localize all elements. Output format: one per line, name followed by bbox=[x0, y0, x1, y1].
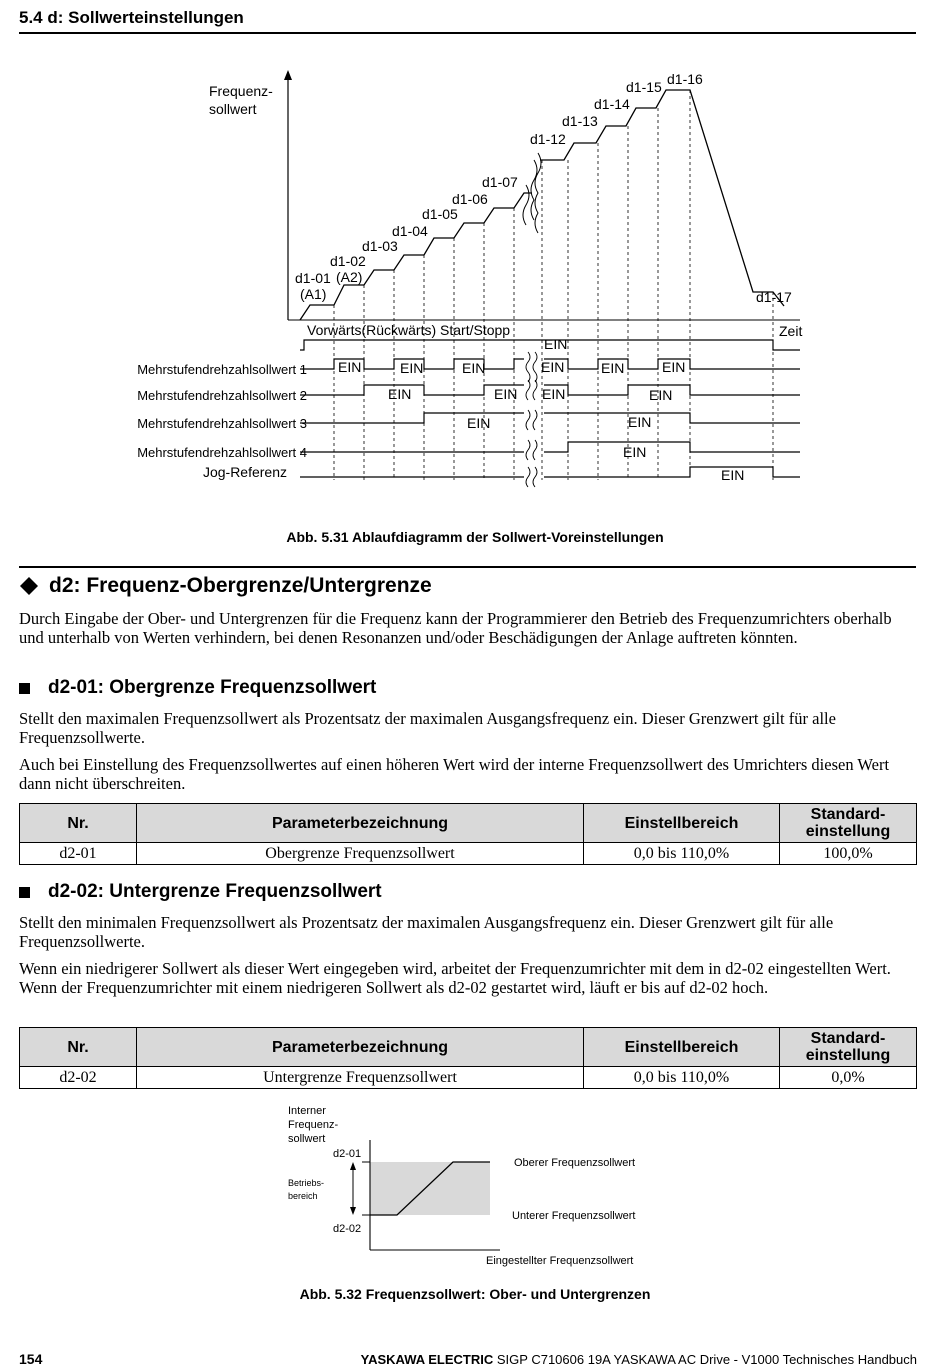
upper-param-label: d2-01 bbox=[333, 1148, 362, 1160]
step-label: d1-07 bbox=[482, 174, 518, 190]
step-label: d1-05 bbox=[422, 206, 458, 222]
signal-label: Mehrstufendrehzahlsollwert 1 bbox=[137, 362, 307, 377]
figure2-caption: Abb. 5.32 Frequenzsollwert: Ober- und Untergrenzen bbox=[299, 1286, 651, 1302]
step-label: d1-02 bbox=[330, 253, 366, 269]
square-bullet-icon bbox=[19, 887, 30, 898]
signal-3-wave bbox=[300, 413, 800, 423]
col-nr: Nr. bbox=[20, 804, 137, 843]
lower-param-label: d2-02 bbox=[333, 1223, 362, 1235]
table-header-row bbox=[20, 804, 917, 843]
step-label: (A1) bbox=[300, 286, 327, 302]
d2-01-para1: Stellt den maximalen Frequenzsollwert als Prozentsatz der maximalen Ausgangsfrequenz ein. Dieser Grenzwert gilt für alle Frequenzsollwerte. bbox=[19, 709, 836, 747]
step-label: d1-14 bbox=[594, 96, 630, 112]
signal-breaks bbox=[526, 352, 537, 487]
step-label: d1-03 bbox=[362, 238, 398, 254]
cell-nr: d2-01 bbox=[20, 843, 137, 865]
d2-02-heading bbox=[19, 881, 382, 903]
d2-01-para2: Auch bei Einstellung des Frequenzsollwertes auf einen höheren Wert wird der interne Frequenzsollwert des Umrichters diesen Wert dann nicht überschreiten. bbox=[19, 755, 890, 793]
on-label: EIN bbox=[338, 359, 362, 375]
cell-default: 100,0% bbox=[780, 843, 917, 865]
d2-02-para2: Wenn ein niedrigerer Sollwert als dieser Wert eingegeben wird, arbeitet der Frequenzumrichter mit dem in d2-02 eingestellten Wert. Wenn der Frequenzumrichter mit einem niedrigeren Sollwert als d2-02 gestartet wird, läuft er bis auf d2-02 hoch. bbox=[19, 959, 891, 997]
step-label: (A2) bbox=[336, 269, 363, 285]
section-d2-title: d2: Frequenz-Obergrenze/Untergrenze bbox=[49, 574, 432, 597]
on-label: EIN bbox=[542, 386, 566, 402]
d2-01-table bbox=[19, 803, 917, 865]
y-label-line2: Frequenz- bbox=[288, 1119, 339, 1131]
time-label: Zeit bbox=[779, 323, 803, 339]
cell-range: 0,0 bis 110,0% bbox=[584, 1067, 780, 1089]
signal-4-wave bbox=[300, 442, 800, 452]
table-row bbox=[20, 843, 917, 865]
signal-label: Mehrstufendrehzahlsollwert 3 bbox=[137, 416, 307, 431]
cell-name: Untergrenze Frequenzsollwert bbox=[137, 1067, 584, 1089]
section-d2-heading bbox=[19, 574, 432, 598]
d2-02-para1: Stellt den minimalen Frequenzsollwert als Prozentsatz der maximalen Ausgangsfrequenz ein. Dieser Grenzwert gilt für alle Frequenzsollwerte. bbox=[19, 913, 834, 951]
on-label: EIN bbox=[462, 360, 486, 376]
on-label: EIN bbox=[628, 414, 652, 430]
limits-diagram bbox=[0, 1100, 950, 1275]
on-label: EIN bbox=[623, 444, 647, 460]
on-label: EIN bbox=[544, 336, 568, 352]
d2-01-title: d2-01: Obergrenze Frequenzsollwert bbox=[48, 677, 377, 698]
col-default-line2: einstellung bbox=[805, 1047, 891, 1064]
step-labels bbox=[295, 71, 792, 305]
cell-default: 0,0% bbox=[780, 1067, 917, 1089]
col-range: Einstellbereich bbox=[584, 804, 780, 843]
on-label: EIN bbox=[400, 360, 424, 376]
step-label: d1-13 bbox=[562, 113, 598, 129]
on-label: EIN bbox=[467, 415, 491, 431]
step-label: d1-16 bbox=[667, 71, 703, 87]
section-title: 5.4 d: Sollwerteinstellungen bbox=[19, 8, 244, 27]
on-label: EIN bbox=[388, 386, 412, 402]
signal-label: Mehrstufendrehzahlsollwert 4 bbox=[137, 445, 307, 460]
step-label: d1-06 bbox=[452, 191, 488, 207]
col-name: Parameterbezeichnung bbox=[137, 1028, 584, 1067]
section-header bbox=[19, 8, 916, 34]
col-default bbox=[780, 804, 917, 843]
signal-label: Mehrstufendrehzahlsollwert 2 bbox=[137, 388, 307, 403]
square-bullet-icon bbox=[19, 683, 30, 694]
step-label: d1-04 bbox=[392, 223, 428, 239]
section-d2-intro: Durch Eingabe der Ober- und Untergrenzen für die Frequenz kann der Programmierer den Betrieb des Frequenzumrichters oberhalb und unterhalb von Werten verhindern, bei denen Resonanzen und/oder Beschädigungen der Anlage auftreten könnten. bbox=[19, 609, 892, 647]
footer-doc bbox=[361, 1352, 917, 1367]
on-label: EIN bbox=[494, 386, 518, 402]
run-signal-label: Vorwärts(Rückwärts) Start/Stopp bbox=[307, 322, 511, 338]
page-number: 154 bbox=[19, 1351, 43, 1367]
step-label: d1-01 bbox=[295, 270, 331, 286]
y-axis-label-line2: sollwert bbox=[209, 101, 257, 117]
d2-02-title: d2-02: Untergrenze Frequenzsollwert bbox=[48, 881, 382, 902]
step-label: d1-15 bbox=[626, 79, 662, 95]
y-label-line3: sollwert bbox=[288, 1133, 326, 1145]
cell-nr: d2-02 bbox=[20, 1067, 137, 1089]
cell-name: Obergrenze Frequenzsollwert bbox=[137, 843, 584, 865]
footer-doc-title: SIGP C710606 19A YASKAWA AC Drive - V1000 Technisches Handbuch bbox=[496, 1352, 917, 1367]
section-d2 bbox=[19, 566, 916, 602]
on-label: EIN bbox=[541, 359, 565, 375]
d2-02-table bbox=[19, 1027, 917, 1089]
on-label: EIN bbox=[601, 360, 625, 376]
col-default-line2: einstellung bbox=[805, 823, 891, 840]
on-label: EIN bbox=[649, 387, 673, 403]
footer-brand: YASKAWA ELECTRIC bbox=[360, 1352, 494, 1367]
col-default-line1: Standard- bbox=[810, 1030, 886, 1047]
dashed-guides bbox=[334, 90, 773, 480]
figure1-caption: Abb. 5.31 Ablaufdiagramm der Sollwert-Voreinstellungen bbox=[286, 529, 664, 545]
col-default bbox=[780, 1028, 917, 1067]
operating-range-area bbox=[370, 1162, 490, 1215]
d2-01-heading bbox=[19, 677, 376, 699]
step-label: d1-12 bbox=[530, 131, 566, 147]
signal-label: Jog-Referenz bbox=[202, 464, 287, 480]
lower-label: Unterer Frequenzsollwert bbox=[512, 1210, 636, 1222]
col-name: Parameterbezeichnung bbox=[137, 804, 584, 843]
range-arrow-up bbox=[350, 1162, 356, 1170]
range-arrow-down bbox=[350, 1207, 356, 1215]
col-range: Einstellbereich bbox=[584, 1028, 780, 1067]
y-axis-label-line1: Frequenz- bbox=[209, 83, 273, 99]
diamond-icon bbox=[19, 576, 39, 596]
step-label: d1-17 bbox=[756, 289, 792, 305]
timing-diagram bbox=[0, 60, 950, 500]
table-row bbox=[20, 1067, 917, 1089]
col-default-line1: Standard- bbox=[810, 806, 886, 823]
table-header-row bbox=[20, 1028, 917, 1067]
on-label: EIN bbox=[721, 467, 745, 483]
col-nr: Nr. bbox=[20, 1028, 137, 1067]
range-label-line2: bereich bbox=[288, 1191, 318, 1201]
on-label: EIN bbox=[662, 359, 686, 375]
y-axis-arrow bbox=[284, 70, 292, 80]
y-label-line1: Interner bbox=[288, 1105, 326, 1117]
x-label: Eingestellter Frequenzsollwert bbox=[486, 1255, 634, 1267]
upper-label: Oberer Frequenzsollwert bbox=[514, 1157, 636, 1169]
cell-range: 0,0 bis 110,0% bbox=[584, 843, 780, 865]
range-label-line1: Betriebs- bbox=[288, 1178, 325, 1188]
